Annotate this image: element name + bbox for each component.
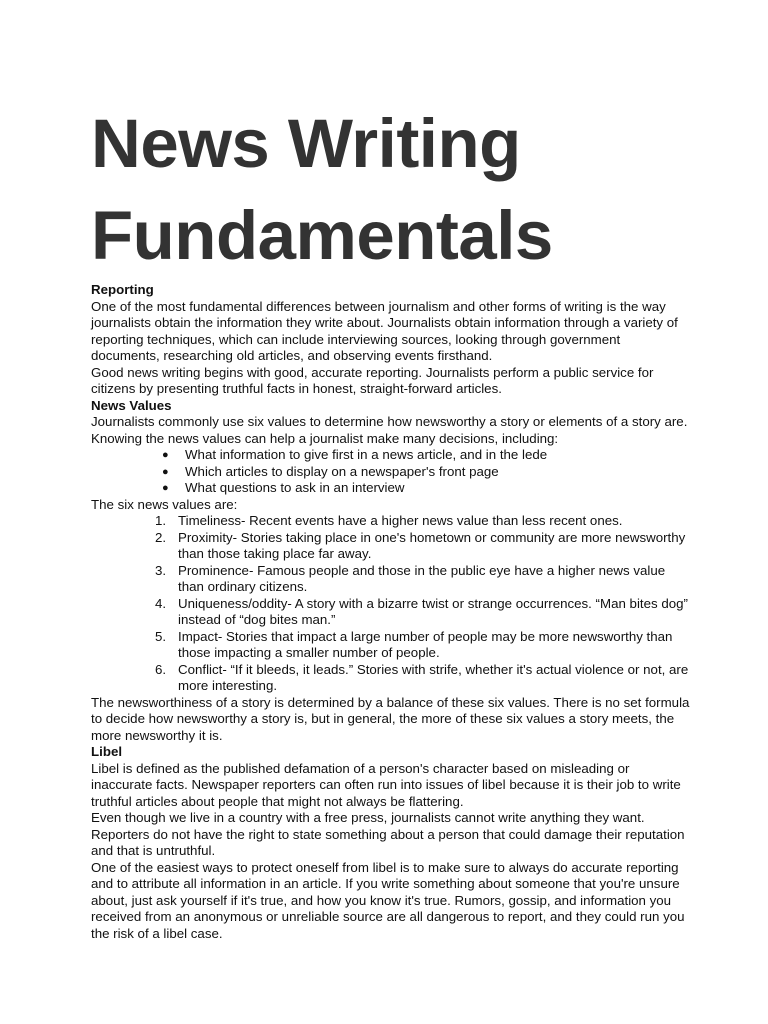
news-values-conclusion: The newsworthiness of a story is determined by a balance of these six values. There is no set formula to decide how newsworthy a story is, but in general, the more of these six values a story meets, the more newsworthy it is.: [91, 694, 690, 743]
reporting-section: [91, 282, 691, 398]
list-item: [162, 480, 691, 497]
list-number: 4.: [155, 595, 167, 611]
reporting-paragraph: One of the most fundamental differences between journalism and other forms of writing is the way journalists obtain the information they write about. Journalists obtain information through a variety of reporting techniques, which can include interviewing sources, looking through government documents, researching old articles, and observing events firsthand.: [91, 298, 678, 363]
list-item: [162, 447, 691, 464]
libel-paragraph: Libel is defined as the published defamation of a person's character based on misleading or inaccurate facts. Newspaper reporters can often run into issues of libel because it is their job to write truthful articles about people that might not always be flattering.: [91, 760, 681, 809]
list-number: 2.: [155, 529, 167, 545]
libel-section: [91, 744, 691, 942]
list-item: [155, 562, 691, 596]
news-values-list-intro: The six news values are:: [91, 496, 238, 512]
reporting-paragraph: Good news writing begins with good, accurate reporting. Journalists perform a public service for citizens by presenting truthful facts in honest, straight-forward articles.: [91, 364, 654, 396]
list-item-text: What questions to ask in an interview: [185, 480, 405, 495]
bullet-icon: ●: [162, 465, 169, 478]
list-item-text: What information to give first in a news article, and in the lede: [185, 447, 548, 462]
libel-paragraph: Even though we live in a country with a free press, journalists cannot write anything they want. Reporters do not have the right to state something about a person that could damage their reputation and that is untruthful.: [91, 810, 685, 858]
list-item: [155, 529, 691, 563]
list-item-text: Conflict- “If it bleeds, it leads.” Stories with strife, whether it's actual violence or not, are more interesting.: [178, 661, 689, 693]
bullet-icon: ●: [162, 449, 169, 461]
list-item-text: Proximity- Stories taking place in one's hometown or community are more newsworthy than those taking place far away.: [178, 529, 686, 561]
document-page: [91, 98, 691, 942]
six-values-list: [91, 513, 691, 695]
bullet-icon: ●: [162, 482, 169, 494]
decision-list: [91, 447, 691, 497]
libel-heading: Libel: [91, 744, 123, 759]
list-item: [155, 661, 691, 695]
list-number: 3.: [155, 562, 167, 578]
list-item-text: Prominence- Famous people and those in the public eye have a higher news value than ordinary citizens.: [178, 562, 666, 594]
list-item-text: Which articles to display on a newspaper's front page: [185, 463, 499, 479]
list-item: [155, 595, 691, 629]
news-values-intro: Journalists commonly use six values to determine how newsworthy a story or elements of a story are. Knowing the news values can help a journalist make many decisions, including:: [91, 414, 688, 446]
list-item: [162, 463, 691, 481]
list-number: 1.: [155, 513, 167, 528]
list-number: 5.: [155, 628, 167, 644]
list-item: [155, 513, 691, 530]
document-title: News Writing Fundamentals: [91, 105, 553, 274]
news-values-heading: News Values: [91, 397, 172, 413]
list-number: 6.: [155, 661, 167, 677]
list-item: [155, 628, 691, 662]
list-item-text: Impact- Stories that impact a large number of people may be more newsworthy than those impacting a smaller number of people.: [178, 628, 673, 660]
list-item-text: Timeliness- Recent events have a higher news value than less recent ones.: [178, 513, 623, 528]
list-item-text: Uniqueness/oddity- A story with a bizarre twist or strange occurrences. “Man bites dog” instead of “dog bites man.”: [178, 595, 688, 627]
reporting-heading: Reporting: [91, 282, 154, 297]
news-values-section: [91, 398, 691, 745]
libel-paragraph: One of the easiest ways to protect oneself from libel is to make sure to always do accurate reporting and to attribute all information in an article. If you write something about someone that you're unsure about, just ask yourself if it's true, and how you know it's true. Rumors, gossip, and information you received from an anonymous or unreliable source are all dangerous to report, and they could run you the risk of a libel case.: [91, 859, 685, 941]
